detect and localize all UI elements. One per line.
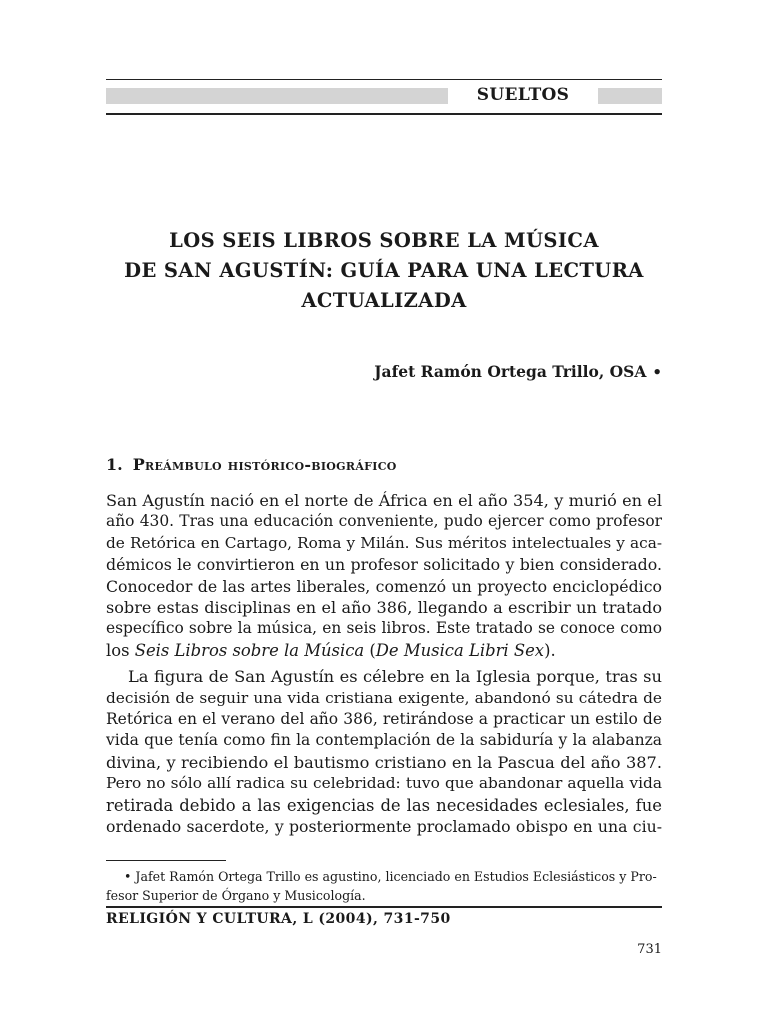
text-line: decisión de seguir una vida cristiana exigente, abandonó su cátedra de: [106, 688, 662, 707]
text-line: específico sobre la música, en seis libros. Este tratado se conoce como: [106, 619, 662, 638]
footnote-marker: •: [652, 363, 662, 381]
article-title: [106, 226, 662, 316]
footer-rule: [106, 906, 662, 908]
text-line: San Agustín nació en el norte de África en el año 354, y murió en el: [106, 491, 662, 510]
header-section-label: SUELTOS: [476, 85, 570, 105]
title-line: ACTUALIZADA: [301, 289, 467, 312]
footnote-rule: [106, 860, 226, 861]
header-bar-right: [598, 88, 662, 104]
journal-citation: RELIGIÓN Y CULTURA, L (2004), 731-750: [106, 911, 451, 927]
header-bar-left: [106, 88, 448, 104]
running-header: [106, 85, 662, 105]
footnote-line: • Jafet Ramón Ortega Trillo es agustino, licenciado en Estudios Eclesiásticos y Pro-: [124, 869, 657, 884]
text-line: sobre estas disciplinas en el año 386, llegando a escribir un tratado: [106, 598, 662, 618]
text-line: Pero no sólo allí radica su celebridad: tuvo que abandonar aquella vida: [106, 774, 662, 793]
text-line: de Retórica en Cartago, Roma y Milán. Sus méritos intelectuales y aca-: [106, 533, 662, 552]
header-bottom-rule: [106, 113, 662, 115]
italic-title: Seis Libros sobre la Música: [134, 640, 365, 660]
paragraph: [106, 666, 662, 837]
author-name: Jafet Ramón Ortega Trillo, OSA: [374, 362, 647, 381]
text-line: [106, 640, 662, 661]
text-line: año 430. Tras una educación conveniente, pudo ejercer como profesor: [106, 512, 662, 531]
section-number: 1.: [106, 455, 123, 474]
text-run: los: [106, 640, 135, 660]
text-line: démicos le convirtieron en un profesor solicitado y bien considerado.: [106, 555, 662, 575]
text-line: Retórica en el verano del año 386, retirándose a practicar un estilo de: [106, 710, 662, 729]
italic-latin-title: De Musica Libri Sex: [375, 640, 545, 660]
body-text: [106, 490, 662, 838]
text-run: (: [364, 640, 376, 660]
text-line: retirada debido a las exigencias de las necesidades eclesiales, fue: [106, 795, 662, 815]
footnote-line: fesor Superior de Órgano y Musicología.: [106, 888, 366, 903]
text-line: divina, y recibiendo el bautismo cristiano en la Pascua del año 387.: [106, 752, 662, 772]
text-run: ).: [544, 640, 556, 660]
header-top-rule: [106, 79, 662, 80]
title-line: LOS SEIS LIBROS SOBRE LA MÚSICA: [169, 229, 599, 252]
text-line: ordenado sacerdote, y posteriormente proclamado obispo en una ciu-: [106, 817, 662, 837]
section-heading: [106, 455, 397, 474]
author-line: [374, 362, 662, 381]
title-line: DE SAN AGUSTÍN: GUÍA PARA UNA LECTURA: [124, 259, 644, 282]
section-title: Preámbulo histórico-biográfico: [132, 455, 397, 474]
text-line: Conocedor de las artes liberales, comenzó un proyecto enciclopédico: [106, 576, 662, 596]
page: [106, 0, 662, 1024]
text-line: vida que tenía como fin la contemplación de la sabiduría y la alabanza: [106, 731, 662, 750]
page-number: 731: [637, 942, 662, 957]
text-line: La figura de San Agustín es célebre en la Iglesia porque, tras su: [128, 667, 662, 687]
paragraph: [106, 490, 662, 661]
footnote: [106, 867, 662, 905]
